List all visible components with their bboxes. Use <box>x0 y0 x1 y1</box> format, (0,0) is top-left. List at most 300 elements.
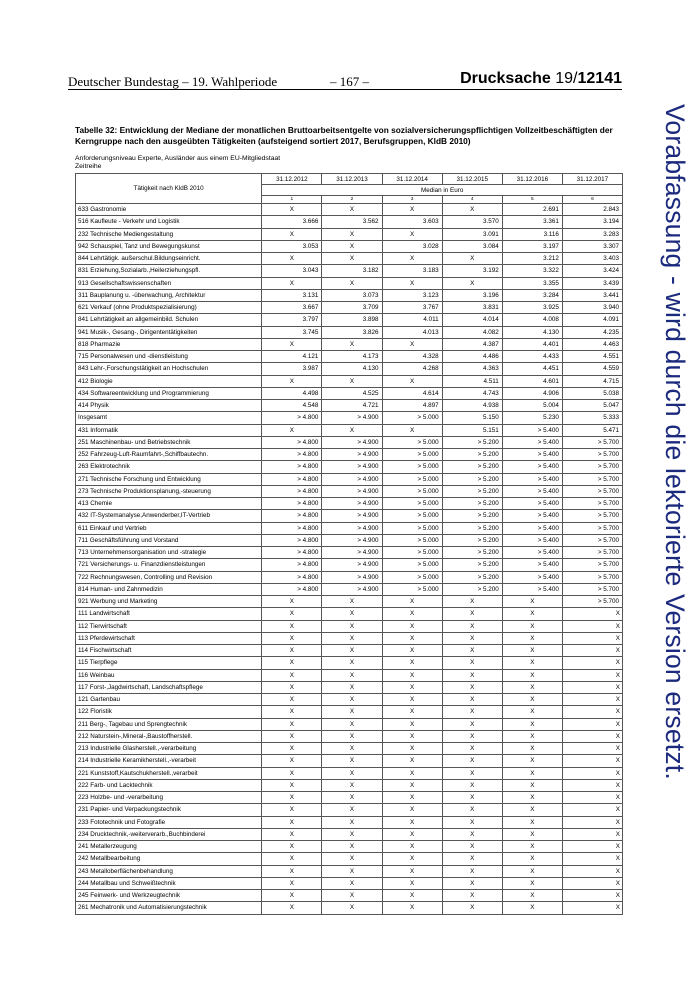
row-label: 232 Technische Mediengestaltung <box>76 228 262 240</box>
table-cell: 3.212 <box>502 253 562 265</box>
table-cell: X <box>322 338 382 350</box>
table-cell: X <box>262 865 322 877</box>
table-cell: X <box>262 424 322 436</box>
table-cell: X <box>262 877 322 889</box>
header-title: Deutscher Bundestag – 19. Wahlperiode <box>68 74 278 89</box>
table-cell: X <box>382 792 442 804</box>
table-cell: X <box>382 841 442 853</box>
table-cell: > 5.700 <box>562 534 622 546</box>
table-cell: X <box>562 804 622 816</box>
table-row <box>76 804 623 816</box>
table-cell: 4.130 <box>322 363 382 375</box>
table-row <box>76 289 623 301</box>
row-label: 214 Industrielle Keramikherstell.,-verarbeit <box>76 755 262 767</box>
table-cell: X <box>502 669 562 681</box>
table-cell: 3.194 <box>562 216 622 228</box>
table-cell: > 5.700 <box>562 522 622 534</box>
table-cell: X <box>262 767 322 779</box>
table-cell: 4.014 <box>442 314 502 326</box>
table-subtitle <box>75 155 620 172</box>
row-label: 273 Technische Produktionsplanung,-steuerung <box>76 485 262 497</box>
table-cell: X <box>382 620 442 632</box>
table-cell: 5.471 <box>562 424 622 436</box>
table-cell: X <box>502 877 562 889</box>
row-label: 611 Einkauf und Vertrieb <box>76 522 262 534</box>
subtitle-line-1: Anforderungsniveau Experte, Ausländer aus einem EU-Mitgliedstaat <box>75 155 281 162</box>
table-cell: X <box>382 877 442 889</box>
table-cell: X <box>502 657 562 669</box>
table-cell: X <box>262 645 322 657</box>
table-cell: X <box>382 730 442 742</box>
table-cell: > 4.800 <box>262 412 322 424</box>
row-label: 913 Gesellschaftswissenschaften <box>76 277 262 289</box>
table-cell: X <box>562 632 622 644</box>
table-cell: X <box>322 204 382 216</box>
table-row <box>76 314 623 326</box>
table-cell: 4.235 <box>562 326 622 338</box>
table-cell: > 4.900 <box>322 498 382 510</box>
table-row <box>76 571 623 583</box>
row-label: 252 Fahrzeug-Luft-Raumfahrt-,Schiffbautechn. <box>76 449 262 461</box>
table-row <box>76 767 623 779</box>
table-cell: X <box>502 681 562 693</box>
table-cell: > 5.200 <box>442 534 502 546</box>
table-cell: 4.614 <box>382 387 442 399</box>
table-cell: X <box>562 877 622 889</box>
table-cell: > 5.000 <box>382 522 442 534</box>
row-label: Insgesamt <box>76 412 262 424</box>
table-cell: 3.084 <box>442 240 502 252</box>
row-label: 116 Weinbau <box>76 669 262 681</box>
table-row <box>76 694 623 706</box>
table-cell: > 5.700 <box>562 485 622 497</box>
table-cell: X <box>322 706 382 718</box>
table-cell: 3.284 <box>502 289 562 301</box>
table-cell: X <box>442 865 502 877</box>
table-cell: X <box>382 816 442 828</box>
table-cell: X <box>262 730 322 742</box>
table-cell: X <box>262 792 322 804</box>
row-label: 112 Tierwirtschaft <box>76 620 262 632</box>
table-cell: X <box>442 853 502 865</box>
column-header-date: 31.12.2014 <box>382 174 442 185</box>
table-cell: > 4.800 <box>262 449 322 461</box>
table-cell: > 4.800 <box>262 461 322 473</box>
table-cell: > 5.400 <box>502 522 562 534</box>
table-cell: > 5.200 <box>442 547 502 559</box>
row-label: 941 Musik-, Gesang-, Dirigententätigkeiten <box>76 326 262 338</box>
table-row <box>76 620 623 632</box>
table-cell: > 5.000 <box>382 461 442 473</box>
table-cell: X <box>502 620 562 632</box>
table-cell: X <box>262 277 322 289</box>
table-cell: X <box>502 865 562 877</box>
table-cell: X <box>502 816 562 828</box>
row-label: 431 Informatik <box>76 424 262 436</box>
table-cell: 3.797 <box>262 314 322 326</box>
table-cell: X <box>382 902 442 914</box>
table-cell: 5.038 <box>562 387 622 399</box>
table-cell: X <box>382 277 442 289</box>
table-cell: 4.328 <box>382 351 442 363</box>
table-row <box>76 657 623 669</box>
table-cell: X <box>382 779 442 791</box>
row-label: 114 Fischwirtschaft <box>76 645 262 657</box>
table-cell: > 4.800 <box>262 498 322 510</box>
table-cell: X <box>322 828 382 840</box>
table-cell: X <box>562 669 622 681</box>
table-cell: > 5.700 <box>562 449 622 461</box>
table-cell: > 5.700 <box>562 498 622 510</box>
table-cell: 3.197 <box>502 240 562 252</box>
table-cell: X <box>382 828 442 840</box>
table-cell: > 4.900 <box>322 412 382 424</box>
header-divider <box>68 89 622 90</box>
table-cell: X <box>382 204 442 216</box>
table-cell: > 4.900 <box>322 559 382 571</box>
table-cell: 3.322 <box>502 265 562 277</box>
table-row <box>76 436 623 448</box>
table-cell: X <box>562 865 622 877</box>
table-row <box>76 253 623 265</box>
table-cell: X <box>562 792 622 804</box>
table-cell: X <box>262 804 322 816</box>
table-cell: X <box>442 743 502 755</box>
table-row <box>76 302 623 314</box>
table-cell: X <box>322 657 382 669</box>
table-row <box>76 547 623 559</box>
column-header-date: 31.12.2012 <box>262 174 322 185</box>
table-cell: 4.173 <box>322 351 382 363</box>
table-cell: > 4.800 <box>262 485 322 497</box>
table-cell: 5.230 <box>502 412 562 424</box>
table-cell: X <box>562 645 622 657</box>
table-cell: 4.938 <box>442 400 502 412</box>
table-cell: X <box>562 767 622 779</box>
table-cell: X <box>262 743 322 755</box>
row-label: 221 Kunststoff,Kautschukherstell.,verarbeit <box>76 767 262 779</box>
table-row <box>76 559 623 571</box>
table-cell: X <box>322 767 382 779</box>
table-cell: 3.028 <box>382 240 442 252</box>
table-cell: X <box>262 204 322 216</box>
table-cell: X <box>382 608 442 620</box>
table-cell: X <box>322 877 382 889</box>
row-label: 841 Lehrtätigkeit an allgemeinbild. Schulen <box>76 314 262 326</box>
table-cell: X <box>562 706 622 718</box>
document-number <box>460 70 622 88</box>
table-cell: > 5.000 <box>382 449 442 461</box>
table-row <box>76 779 623 791</box>
table-cell: 4.082 <box>442 326 502 338</box>
table-cell: 3.987 <box>262 363 322 375</box>
column-index: 2 <box>322 196 382 204</box>
table-cell: > 4.800 <box>262 534 322 546</box>
table-cell: > 5.000 <box>382 583 442 595</box>
table-cell: X <box>262 375 322 387</box>
table-cell: X <box>382 632 442 644</box>
table-cell: X <box>382 228 442 240</box>
table-cell: X <box>262 828 322 840</box>
table-cell: 4.601 <box>502 375 562 387</box>
table-cell: > 5.700 <box>562 596 622 608</box>
column-header-date: 31.12.2017 <box>562 174 622 185</box>
table-cell: X <box>382 375 442 387</box>
row-label: 713 Unternehmensorganisation und -strategie <box>76 547 262 559</box>
table-cell: 4.091 <box>562 314 622 326</box>
table-cell: > 5.000 <box>382 436 442 448</box>
table-cell: > 5.400 <box>502 449 562 461</box>
row-label: 413 Chemie <box>76 498 262 510</box>
table-cell: X <box>562 657 622 669</box>
table-cell: 4.743 <box>442 387 502 399</box>
table-row <box>76 645 623 657</box>
table-row <box>76 755 623 767</box>
table-row <box>76 510 623 522</box>
table-cell: 4.498 <box>262 387 322 399</box>
table-row <box>76 449 623 461</box>
table-cell: X <box>322 608 382 620</box>
table-cell: 3.826 <box>322 326 382 338</box>
table-body <box>76 204 623 915</box>
column-header-date: 31.12.2015 <box>442 174 502 185</box>
table-cell: > 5.400 <box>502 571 562 583</box>
table-row <box>76 890 623 902</box>
table-cell: X <box>502 804 562 816</box>
table-cell: X <box>502 767 562 779</box>
table-cell: > 5.000 <box>382 412 442 424</box>
table-cell: X <box>322 853 382 865</box>
table-cell: 4.715 <box>562 375 622 387</box>
table-head <box>76 174 623 204</box>
table-cell: X <box>502 743 562 755</box>
table-row <box>76 522 623 534</box>
table-cell: 2.691 <box>502 204 562 216</box>
table-cell: X <box>382 718 442 730</box>
table-cell: X <box>382 890 442 902</box>
table-cell: X <box>562 694 622 706</box>
table-cell: X <box>502 792 562 804</box>
table-cell: X <box>262 228 322 240</box>
table-cell: > 5.200 <box>442 436 502 448</box>
table-cell: 2.843 <box>562 204 622 216</box>
table-cell: X <box>322 632 382 644</box>
table-cell: X <box>322 694 382 706</box>
row-label: 844 Lehrtätigk. außerschul.Bildungseinricht. <box>76 253 262 265</box>
table-cell: X <box>322 253 382 265</box>
table-cell: 3.307 <box>562 240 622 252</box>
table-cell: 3.116 <box>502 228 562 240</box>
table-cell: 3.898 <box>322 314 382 326</box>
table-cell: X <box>262 779 322 791</box>
row-label: 722 Rechnungswesen, Controlling und Revision <box>76 571 262 583</box>
table-cell: X <box>262 890 322 902</box>
table-cell: X <box>382 657 442 669</box>
row-label: 233 Fototechnik und Fotografie <box>76 816 262 828</box>
table-cell: 4.451 <box>502 363 562 375</box>
table-cell: X <box>442 253 502 265</box>
table-cell: > 5.000 <box>382 571 442 583</box>
watermark-text: Vorabfassung - wird durch die lektorierte Version ersetzt. <box>660 104 690 780</box>
table-cell: X <box>382 706 442 718</box>
table-cell: 4.548 <box>262 400 322 412</box>
table-cell: X <box>442 608 502 620</box>
row-label: 412 Biologie <box>76 375 262 387</box>
table-cell: X <box>322 596 382 608</box>
table-cell: > 5.400 <box>502 534 562 546</box>
table-row <box>76 706 623 718</box>
table-cell: 5.047 <box>562 400 622 412</box>
table-row <box>76 902 623 914</box>
table-cell: X <box>442 755 502 767</box>
table-cell: X <box>502 828 562 840</box>
table-cell: > 5.000 <box>382 510 442 522</box>
table-cell: > 5.200 <box>442 473 502 485</box>
column-index: 4 <box>442 196 502 204</box>
table-cell: X <box>442 767 502 779</box>
table-cell: X <box>442 792 502 804</box>
table-row <box>76 841 623 853</box>
table-cell: 3.053 <box>262 240 322 252</box>
table-cell: X <box>322 669 382 681</box>
table-cell: > 4.800 <box>262 583 322 595</box>
table-cell: X <box>562 755 622 767</box>
table-cell: X <box>502 853 562 865</box>
data-table-wrapper <box>75 173 623 915</box>
table-cell: > 5.000 <box>382 534 442 546</box>
table-cell: X <box>322 645 382 657</box>
table-cell: > 5.200 <box>442 461 502 473</box>
table-cell: X <box>562 828 622 840</box>
table-row <box>76 326 623 338</box>
table-title: Tabelle 32: Entwicklung der Mediane der monatlichen Bruttoarbeitsentgelte von sozialversicherungspflichtigen Vollzeitbeschäftigten der Kerngruppe nach den ausgeübten Tätigkeiten (aufsteigend sortiert 2017, Berufsgruppen, KldB 2010) <box>75 125 613 146</box>
row-label: 516 Kaufleute - Verkehr und Logistik <box>76 216 262 228</box>
table-cell: X <box>382 755 442 767</box>
table-cell: X <box>562 743 622 755</box>
table-cell: X <box>382 853 442 865</box>
table-cell: X <box>442 730 502 742</box>
row-label: 231 Papier- und Verpackungstechnik <box>76 804 262 816</box>
table-cell: 4.013 <box>382 326 442 338</box>
table-cell: X <box>442 841 502 853</box>
table-row <box>76 400 623 412</box>
table-cell: X <box>322 240 382 252</box>
row-label: 942 Schauspiel, Tanz und Bewegungskunst <box>76 240 262 252</box>
table-row <box>76 265 623 277</box>
document-number-label: Drucksache <box>460 70 556 87</box>
table-cell: > 5.400 <box>502 473 562 485</box>
table-cell: X <box>262 253 322 265</box>
table-cell: 3.441 <box>562 289 622 301</box>
table-cell: X <box>442 718 502 730</box>
table-cell: > 4.900 <box>322 583 382 595</box>
column-header-activity: Tätigkeit nach KldB 2010 <box>76 174 262 204</box>
table-cell: X <box>382 767 442 779</box>
table-cell: 4.721 <box>322 400 382 412</box>
table-cell: X <box>262 596 322 608</box>
table-cell: X <box>322 718 382 730</box>
table-cell: 4.559 <box>562 363 622 375</box>
table-cell: X <box>322 902 382 914</box>
table-cell: X <box>262 669 322 681</box>
table-cell: > 4.900 <box>322 534 382 546</box>
table-cell: X <box>562 902 622 914</box>
table-cell: 3.439 <box>562 277 622 289</box>
table-cell: 3.283 <box>562 228 622 240</box>
table-cell: X <box>442 694 502 706</box>
table-row <box>76 485 623 497</box>
table-cell: X <box>502 645 562 657</box>
table-cell: > 4.900 <box>322 485 382 497</box>
row-label: 434 Softwareentwicklung und Programmierung <box>76 387 262 399</box>
table-cell: X <box>562 681 622 693</box>
table-cell: 3.182 <box>322 265 382 277</box>
document-number-prefix: 19/ <box>555 70 578 87</box>
row-label: 621 Verkauf (ohne Produktspezialisierung) <box>76 302 262 314</box>
table-cell: X <box>442 804 502 816</box>
table-row <box>76 596 623 608</box>
table-cell: X <box>322 890 382 902</box>
table-row <box>76 632 623 644</box>
table-cell: 4.363 <box>442 363 502 375</box>
table-cell: 3.192 <box>442 265 502 277</box>
table-cell: X <box>502 755 562 767</box>
row-label: 814 Human- und Zahnmedizin <box>76 583 262 595</box>
row-label: 263 Elektrotechnik <box>76 461 262 473</box>
table-cell: 4.486 <box>442 351 502 363</box>
table-row <box>76 277 623 289</box>
table-cell: > 4.900 <box>322 547 382 559</box>
table-cell: > 5.200 <box>442 485 502 497</box>
table-cell: > 5.700 <box>562 571 622 583</box>
table-cell: X <box>322 277 382 289</box>
column-index: 6 <box>562 196 622 204</box>
table-cell: X <box>262 755 322 767</box>
row-label: 115 Tierpflege <box>76 657 262 669</box>
table-cell: X <box>562 853 622 865</box>
table-row <box>76 534 623 546</box>
table-cell: 3.667 <box>262 302 322 314</box>
table-cell: 4.121 <box>262 351 322 363</box>
table-cell: > 4.800 <box>262 436 322 448</box>
table-cell: X <box>322 816 382 828</box>
table-row <box>76 792 623 804</box>
table-cell: X <box>322 681 382 693</box>
table-cell: X <box>382 645 442 657</box>
table-cell: X <box>322 228 382 240</box>
table-row <box>76 816 623 828</box>
table-cell: > 5.000 <box>382 485 442 497</box>
table-cell: > 4.900 <box>322 473 382 485</box>
table-cell: X <box>262 853 322 865</box>
table-cell: X <box>382 804 442 816</box>
table-cell: X <box>562 620 622 632</box>
table-cell: > 4.900 <box>322 571 382 583</box>
row-label: 211 Berg-, Tagebau und Sprengtechnik <box>76 718 262 730</box>
table-cell: > 5.700 <box>562 547 622 559</box>
table-cell: > 5.400 <box>502 461 562 473</box>
row-label: 113 Pferdewirtschaft <box>76 632 262 644</box>
table-cell: > 4.900 <box>322 510 382 522</box>
table-cell: X <box>262 632 322 644</box>
table-cell: 3.666 <box>262 216 322 228</box>
table-cell: X <box>382 424 442 436</box>
table-cell: X <box>442 681 502 693</box>
table-row <box>76 681 623 693</box>
table-cell: X <box>322 792 382 804</box>
table-cell: X <box>502 596 562 608</box>
column-header-unit: Median in Euro <box>262 185 623 196</box>
